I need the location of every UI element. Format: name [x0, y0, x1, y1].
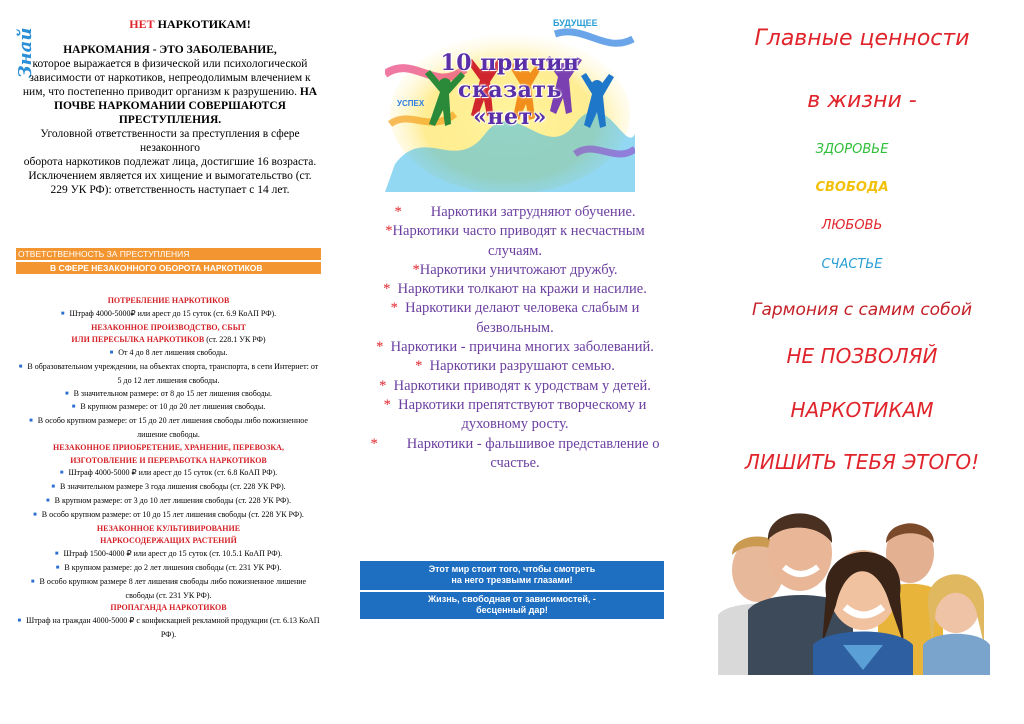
law-item: ■ В крупном размере: от 3 до 10 лет лишения свободы (ст. 228 УК РФ).: [16, 495, 321, 509]
intro-text: [20, 43, 320, 197]
reason-item: * Наркотики - фальшивое представление о счастье.: [370, 435, 660, 471]
definition-text: которое выражается в физической или психологической зависимости от наркотиков, непреодолимым влечением к ним, что постепенно приводит организм к разрушению.: [22, 58, 311, 98]
left-title-rest: НАРКОТИКАМ!: [154, 17, 251, 31]
law-heading: ПОТРЕБЛЕНИЕ НАРКОТИКОВ: [107, 296, 230, 305]
law-heading: НЕЗАКОННОЕ ПРОИЗВОДСТВО, СБЫТ: [91, 322, 246, 332]
reasons-list: [360, 203, 670, 473]
motto-line: на него трезвыми глазами!: [451, 575, 573, 585]
hero-illustration: [385, 14, 635, 192]
hero-title-line-2: сказать: [458, 77, 562, 103]
definition-heading: НАРКОМАНИЯ - ЭТО ЗАБОЛЕВАНИЕ,: [63, 44, 277, 56]
law-item: ■ От 4 до 8 лет лишения свободы.: [16, 347, 321, 361]
values-title-line-2: в жизни -: [807, 88, 917, 113]
reason-item: * Наркотики затрудняют обучение.: [394, 204, 636, 220]
law-heading-line: [16, 334, 321, 347]
reason-item: * Наркотики толкают на кражи и насилие.: [383, 281, 647, 298]
law-reference: (ст. 228.1 УК РФ): [204, 335, 266, 345]
motto-line: бесценный дар!: [476, 605, 548, 615]
law-item: ■ В особо крупном размере: от 15 до 20 лет лишения свободы либо пожизненное лишение свободы.: [16, 415, 321, 442]
reason-item: * Наркотики препятствуют творческому и духовному росту.: [383, 396, 647, 433]
hero-word-success: УСПЕХ: [397, 99, 425, 108]
value-happiness: СЧАСТЬЕ: [821, 257, 883, 272]
law-item: ■ Штраф на граждан 4000-5000 ₽ с конфискацией рекламной продукции (ст. 6.13 КоАП РФ).: [16, 615, 321, 642]
law-item: ■ В крупном размере: до 2 лет лишения свободы (ст. 231 УК РФ).: [16, 562, 321, 576]
slogan-line-3: ЛИШИТЬ ТЕБЯ ЭТОГО!: [744, 450, 980, 474]
reason-item: * Наркотики делают человека слабым и безвольным.: [390, 300, 640, 336]
know-badge: Знай: [14, 27, 36, 79]
liability-line-1: Уголовной ответственности за преступления в сфере незаконного: [40, 128, 300, 154]
reason-item: * Наркотики разрушают семью.: [415, 358, 615, 375]
motto-line: Этот мир стоит того, чтобы смотреть: [428, 564, 596, 574]
reason-item: * Наркотики приводят к уродствам у детей.: [379, 377, 651, 394]
law-item: ■ В особо крупном размере: от 10 до 15 лет лишения свободы (ст. 228 УК РФ).: [16, 509, 321, 523]
hero-word-future: БУДУЩЕЕ: [553, 18, 598, 28]
law-item: ■ В значительном размере: от 8 до 15 лет лишения свободы.: [16, 388, 321, 402]
liability-line-2: оборота наркотиков подлежат лица, достигшие 16 возраста.: [23, 156, 317, 168]
values-title-line-1: Главные ценности: [754, 26, 970, 51]
reason-item: *Наркотики часто приводят к несчастным случаям.: [385, 223, 645, 259]
teenagers-photo: [718, 495, 998, 675]
law-heading: НЕЗАКОННОЕ КУЛЬТИВИРОВАНИЕ: [96, 523, 241, 533]
left-title-red: НЕТ: [129, 17, 155, 31]
law-item: ■ В значительном размере 3 года лишения свободы (ст. 228 УК РФ).: [16, 481, 321, 495]
law-item: ■ Штраф 4000-5000₽ или арест до 15 суток (ст. 6.9 КоАП РФ).: [16, 308, 321, 322]
crime-heading: НА ПОЧВЕ НАРКОМАНИИ СОВЕРШАЮТСЯ ПРЕСТУПЛЕНИЯ.: [54, 86, 318, 126]
law-heading: НЕЗАКОННОЕ ПРИОБРЕТЕНИЕ, ХРАНЕНИЕ, ПЕРЕВОЗКА,: [53, 442, 284, 452]
harmony-text: Гармония с самим собой: [752, 300, 972, 320]
law-heading: ПРОПАГАНДА НАРКОТИКОВ: [110, 603, 227, 613]
motto-box-sober: [360, 561, 664, 590]
law-heading: ИЛИ ПЕРЕСЫЛКА НАРКОТИКОВ: [71, 335, 205, 345]
law-item: ■ В образовательном учреждении, на объектах спорта, транспорта, в сети Интернет: от 5 до 12 лет лишения свободы.: [16, 361, 321, 388]
value-health: ЗДОРОВЬЕ: [815, 142, 889, 157]
law-heading: НАРКОСОДЕРЖАЩИХ РАСТЕНИЙ: [100, 536, 237, 546]
liability-bar-1: ОТВЕТСТВЕННОСТЬ ЗА ПРЕСТУПЛЕНИЯ: [16, 248, 321, 260]
exception-text: Исключением является их хищение и вымогательство (ст. 229 УК РФ): ответственность наступает с 14 лет.: [28, 170, 312, 196]
value-freedom: СВОБОДА: [815, 180, 889, 195]
hero-title: [385, 50, 635, 131]
value-love: ЛЮБОВЬ: [821, 218, 883, 233]
law-item: ■ Штраф 4000-5000 ₽ или арест до 15 суток (ст. 6.8 КоАП РФ).: [16, 467, 321, 481]
slogan-line-2: НАРКОТИКАМ: [790, 398, 934, 422]
hero-title-line-3: «нет»: [473, 104, 547, 130]
law-item: ■ В особо крупном размере 8 лет лишения свободы либо пожизненное лишение свободы (ст. 231 УК РФ).: [16, 576, 321, 603]
hero-title-line-1: 10 причин: [440, 50, 580, 76]
motto-box-free: [360, 592, 664, 619]
reason-item: *Наркотики уничтожают дружбу.: [412, 261, 618, 278]
law-list: [16, 295, 321, 642]
slogan-line-1: НЕ ПОЗВОЛЯЙ: [786, 344, 938, 368]
law-item: ■ Штраф 1500-4000 ₽ или арест до 15 суток (ст. 10.5.1 КоАП РФ).: [16, 548, 321, 562]
liability-bar-2: В СФЕРЕ НЕЗАКОННОГО ОБОРОТА НАРКОТИКОВ: [16, 262, 321, 274]
reason-item: * Наркотики - причина многих заболеваний.: [376, 339, 654, 356]
left-title: [60, 17, 320, 32]
motto-line: Жизнь, свободная от зависимостей, -: [428, 594, 596, 604]
left-panel: [0, 0, 330, 724]
law-item: ■ В крупном размере: от 10 до 20 лет лишения свободы.: [16, 401, 321, 415]
law-heading: ИЗГОТОВЛЕНИЕ И ПЕРЕРАБОТКА НАРКОТИКОВ: [70, 455, 267, 465]
